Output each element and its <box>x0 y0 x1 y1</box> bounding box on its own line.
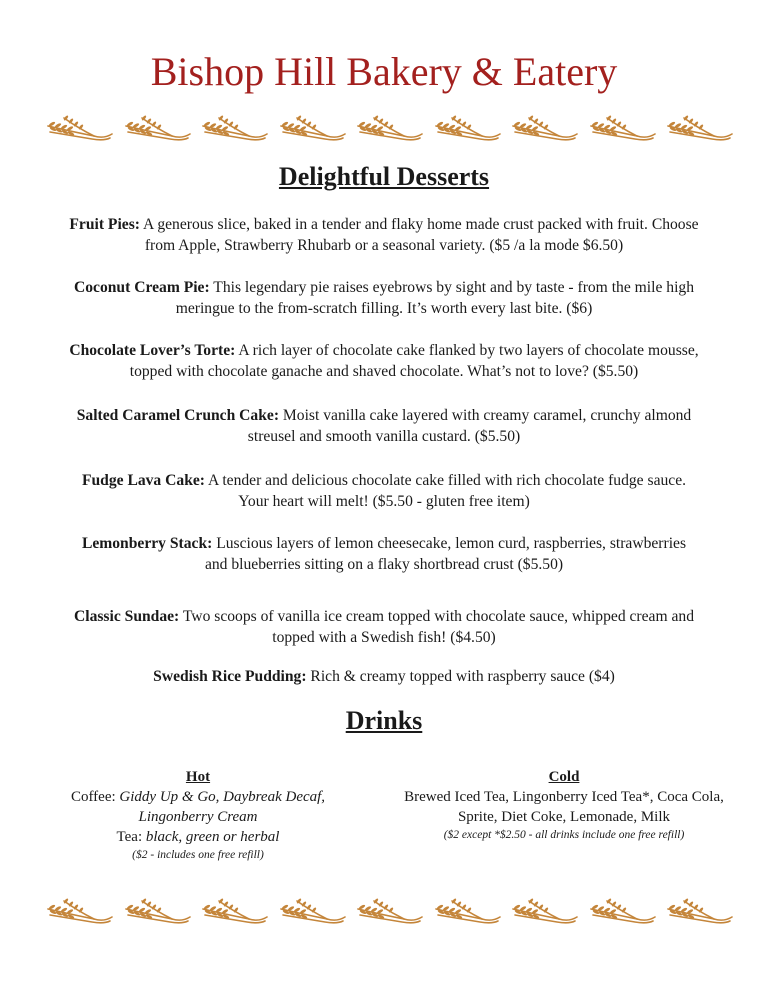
dessert-item <box>30 214 738 256</box>
dessert-item <box>30 405 738 447</box>
wheat-icon <box>354 112 424 148</box>
wheat-icon <box>354 895 424 931</box>
dessert-item <box>30 533 738 575</box>
dessert-description: A tender and delicious chocolate cake filled with rich chocolate fudge sauce. <box>204 472 687 489</box>
wheat-icon <box>664 895 734 931</box>
dessert-description-cont: and blueberries sitting on a flaky shortbread crust ($5.50) <box>204 556 564 573</box>
tea-list: black, green or herbal <box>145 829 280 845</box>
desserts-heading: Delightful Desserts <box>278 162 490 191</box>
dessert-description: A rich layer of chocolate cake flanked by two layers of chocolate mousse, <box>235 342 699 359</box>
wheat-icon <box>432 895 502 931</box>
hot-price-note: ($2 - includes one free refill) <box>132 849 264 861</box>
dessert-item <box>30 277 738 319</box>
wheat-icon <box>44 895 114 931</box>
wheat-icon <box>122 895 192 931</box>
dessert-name: Fruit Pies: <box>69 216 140 233</box>
dessert-item <box>30 606 738 648</box>
dessert-description: Two scoops of vanilla ice cream topped with chocolate sauce, whipped cream and <box>179 608 695 625</box>
dessert-description: Moist vanilla cake layered with creamy caramel, crunchy almond <box>279 407 692 424</box>
drinks-heading: Drinks <box>345 706 423 735</box>
wheat-icon <box>664 112 734 148</box>
dessert-name: Fudge Lava Cake: <box>81 472 205 489</box>
dessert-name: Swedish Rice Pudding: <box>153 668 307 685</box>
dessert-item <box>30 470 738 512</box>
coffee-list: Giddy Up & Go, Daybreak Decaf, <box>119 789 326 805</box>
wheat-divider-top <box>44 112 734 148</box>
cold-price-note: ($2 except *$2.50 - all drinks include one free refill) <box>443 829 685 841</box>
wheat-icon <box>199 112 269 148</box>
hot-drinks <box>18 767 378 863</box>
dessert-name: Salted Caramel Crunch Cake: <box>76 407 280 424</box>
wheat-icon <box>587 112 657 148</box>
dessert-description-cont: topped with chocolate ganache and shaved chocolate. What’s not to love? ($5.50) <box>129 363 639 380</box>
dessert-description: This legendary pie raises eyebrows by sight and by taste - from the mile high <box>209 279 694 296</box>
dessert-description: Rich & creamy topped with raspberry sauce ($4) <box>306 668 615 685</box>
cold-drinks <box>384 767 744 843</box>
wheat-icon <box>509 895 579 931</box>
wheat-icon <box>44 112 114 148</box>
cold-heading: Cold <box>548 769 580 785</box>
dessert-name: Lemonberry Stack: <box>81 535 213 552</box>
wheat-icon <box>432 112 502 148</box>
dessert-description-cont: meringue to the from-scratch filling. It’s worth every last bite. ($6) <box>175 300 593 317</box>
wheat-icon <box>587 895 657 931</box>
wheat-icon <box>277 895 347 931</box>
dessert-name: Classic Sundae: <box>73 608 180 625</box>
hot-heading: Hot <box>185 769 211 785</box>
wheat-divider-bottom <box>44 895 734 931</box>
dessert-description-cont: streusel and smooth vanilla custard. ($5.50) <box>247 428 521 445</box>
tea-label: Tea: <box>116 829 146 845</box>
cold-list-cont: Sprite, Diet Coke, Lemonade, Milk <box>457 809 671 825</box>
dessert-description-cont: topped with a Swedish fish! ($4.50) <box>272 629 496 646</box>
dessert-description: Luscious layers of lemon cheesecake, lemon curd, raspberries, strawberries <box>212 535 687 552</box>
wheat-icon <box>277 112 347 148</box>
coffee-label: Coffee: <box>70 789 120 805</box>
dessert-item <box>30 340 738 382</box>
wheat-icon <box>509 112 579 148</box>
wheat-icon <box>122 112 192 148</box>
dessert-name: Chocolate Lover’s Torte: <box>69 342 236 359</box>
dessert-name: Coconut Cream Pie: <box>73 279 210 296</box>
dessert-description-cont: from Apple, Strawberry Rhubarb or a seasonal variety. ($5 /a la mode $6.50) <box>144 237 624 254</box>
dessert-description-cont: Your heart will melt! ($5.50 - gluten free item) <box>238 493 530 510</box>
restaurant-title: Bishop Hill Bakery & Eatery <box>150 49 618 94</box>
cold-list: Brewed Iced Tea, Lingonberry Iced Tea*, Coca Cola, <box>404 789 724 805</box>
wheat-icon <box>199 895 269 931</box>
dessert-item <box>30 666 738 687</box>
dessert-description: A generous slice, baked in a tender and flaky home made crust packed with fruit. Choose <box>139 216 699 233</box>
coffee-list-cont: Lingonberry Cream <box>138 809 258 825</box>
